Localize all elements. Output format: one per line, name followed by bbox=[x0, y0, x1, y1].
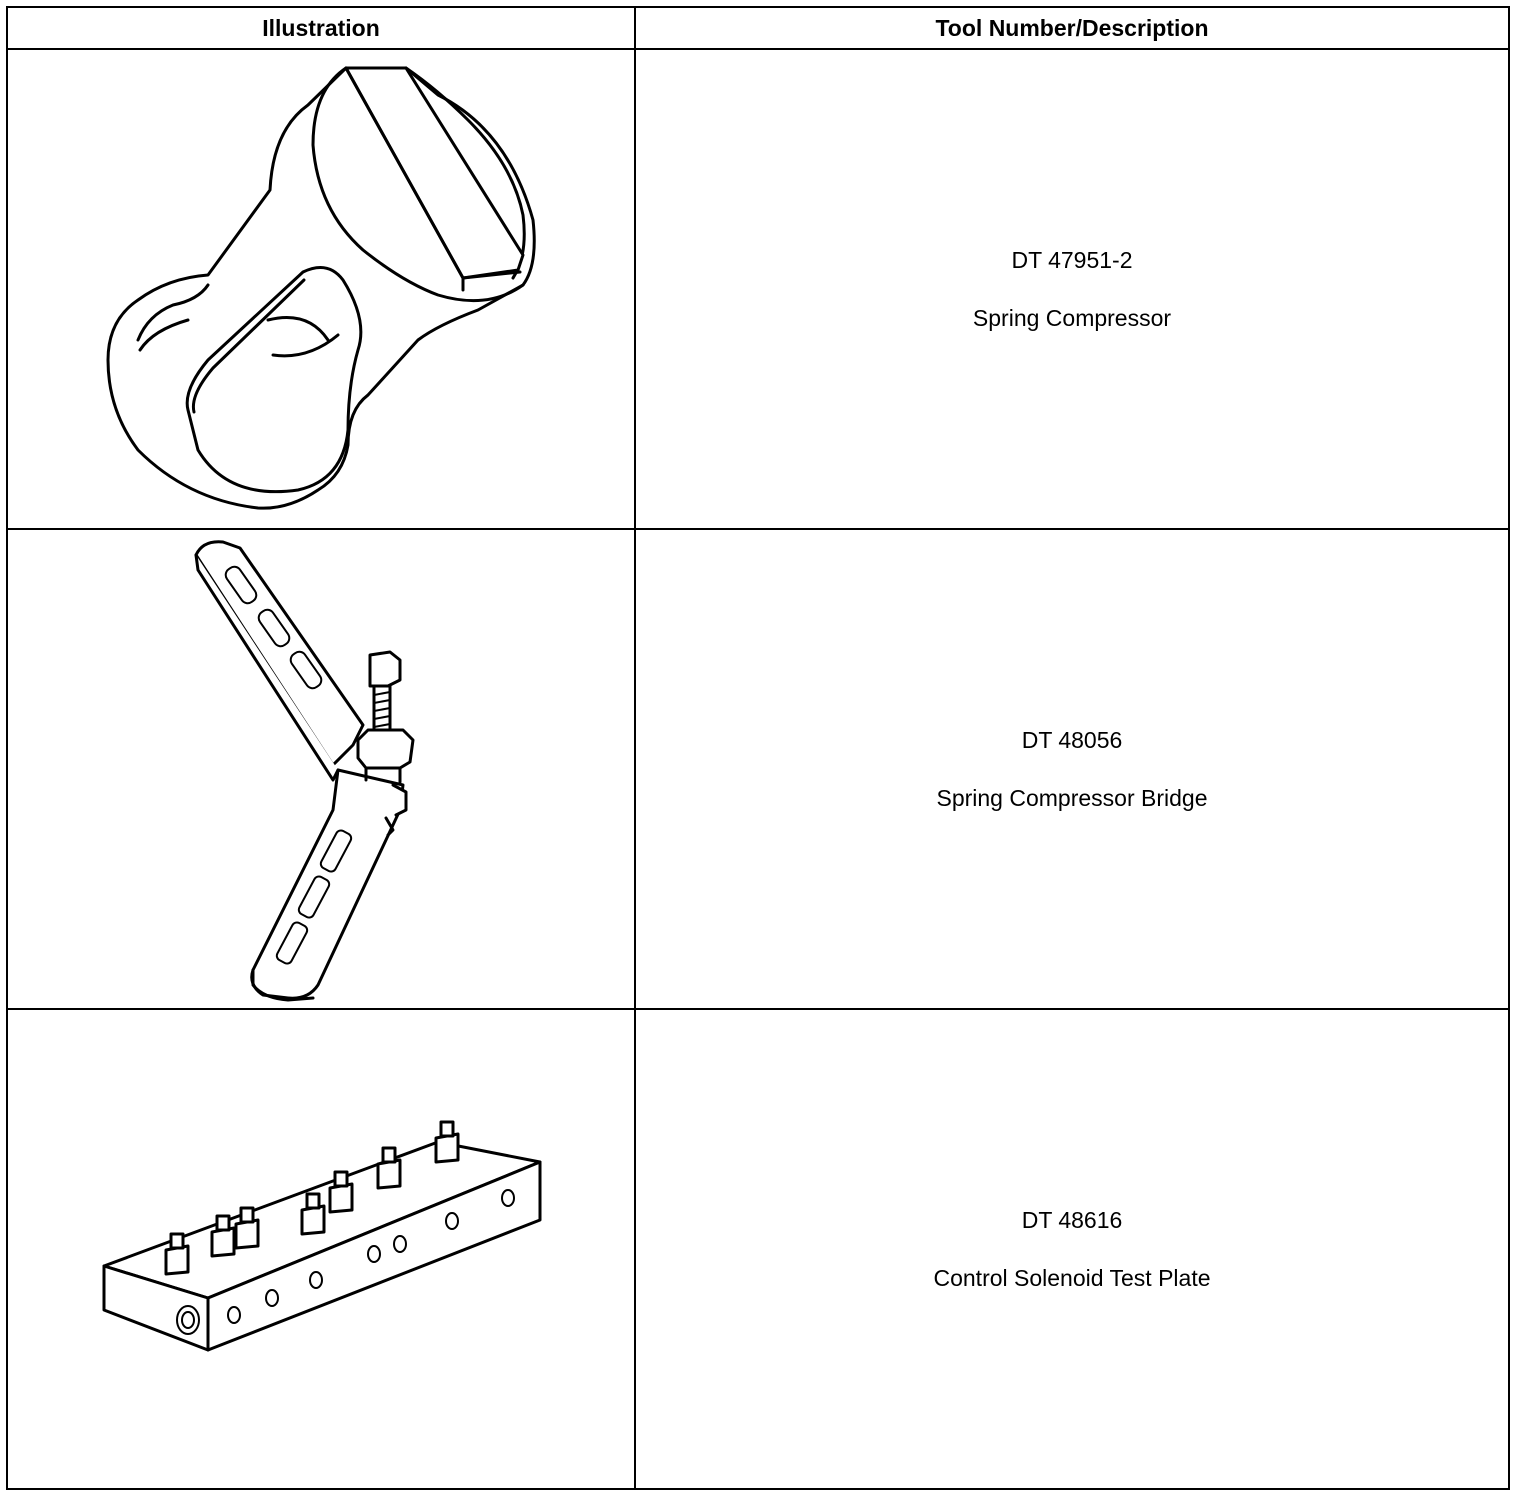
table-row bbox=[7, 1009, 1509, 1489]
tool-description: Control Solenoid Test Plate bbox=[933, 1264, 1211, 1291]
illustration-cell bbox=[7, 529, 635, 1009]
table-row bbox=[7, 529, 1509, 1009]
control-solenoid-test-plate-drawing bbox=[8, 1010, 634, 1486]
spring-compressor-drawing bbox=[8, 50, 634, 526]
description-cell bbox=[635, 529, 1509, 1009]
tool-number: DT 47951-2 bbox=[1011, 246, 1133, 273]
illustration-cell bbox=[7, 49, 635, 529]
table-row bbox=[7, 49, 1509, 529]
tool-number: DT 48616 bbox=[1021, 1206, 1123, 1233]
tool-description: Spring Compressor bbox=[972, 304, 1172, 331]
tool-description: Spring Compressor Bridge bbox=[936, 784, 1208, 811]
header-illustration: Illustration bbox=[7, 7, 635, 49]
tool-number: DT 48056 bbox=[1021, 726, 1123, 753]
description-cell bbox=[635, 49, 1509, 529]
table-header-row bbox=[7, 7, 1509, 49]
illustration-cell bbox=[7, 1009, 635, 1489]
tool-table bbox=[6, 6, 1510, 1490]
spring-compressor-bridge-drawing bbox=[8, 530, 634, 1006]
header-tool-description: Tool Number/Description bbox=[635, 7, 1509, 49]
description-cell bbox=[635, 1009, 1509, 1489]
